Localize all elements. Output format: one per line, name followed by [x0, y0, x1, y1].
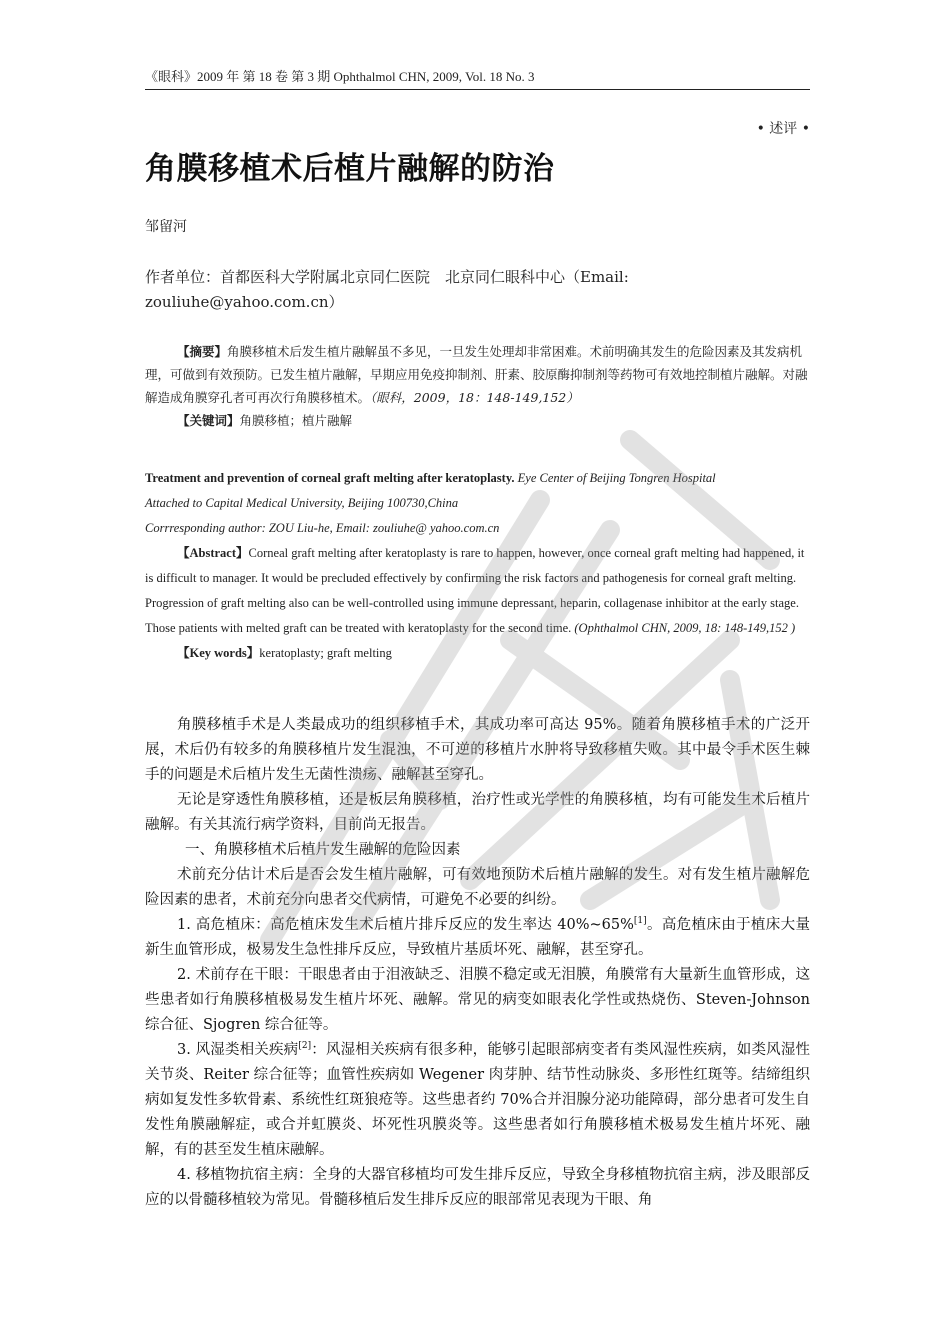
- list-item-3: [145, 1038, 810, 1163]
- list-item-4: 4. 移植物抗宿主病：全身的大器官移植均可发生排斥反应，导致全身移植物抗宿主病，涉及眼部反应的以骨髓移植较为常见。骨髓移植后发生排斥反应的眼部常见表现为干眼、角: [145, 1167, 810, 1208]
- list-item-2: 2. 术前存在干眼：干眼患者由于泪液缺乏、泪膜不稳定或无泪膜，角膜常有大量新生血管形成，这些患者如行角膜移植极易发生植片坏死、融解。常见的病变如眼表化学性或热烧伤、Steven-Johnson 综合征、Sjogren 综合征等。: [145, 967, 810, 1033]
- english-abstract: [145, 466, 810, 666]
- en-abstract-citation: (Ophthalmol CHN, 2009, 18: 148-149,152 ): [574, 621, 796, 635]
- cn-abstract-paragraph: [145, 340, 810, 409]
- en-keywords-label: 【Key words】: [177, 646, 260, 660]
- en-corresponding: Corrresponding author: ZOU Liu-he, Email: zouliuhe@ yahoo.com.cn: [145, 521, 500, 535]
- en-abstract-text: Corneal graft melting after keratoplasty is rare to happen, however, once corneal graft melting had happened, it is difficult to manager. It would be precluded effectively by confirming the risk factors and pathogenesis for corneal graft melting. Progression of graft melting also can be well-controlled using immune depressant, heparin, collagenase inhibitor at the early stage. Those patients with melted graft can be treated with keratoplasty for the second time.: [145, 546, 805, 635]
- body-paragraph-1: 角膜移植手术是人类最成功的组织移植手术，其成功率可高达 95%。随着角膜移植手术的广泛开展，术后仍有较多的角膜移植片发生混浊，不可逆的移植片水肿将导致移植失败。其中最令手术医生棘手的问题是术后植片发生无菌性溃疡、融解甚至穿孔。: [145, 717, 810, 783]
- reference-1: [1]: [633, 916, 647, 927]
- list-item-1: [145, 913, 810, 963]
- cn-keywords-text: 角膜移植；植片融解: [239, 413, 353, 428]
- en-keywords: [145, 641, 810, 666]
- author: 邹留河: [145, 219, 187, 235]
- en-keywords-text: keratoplasty; graft melting: [259, 646, 392, 660]
- section-heading-1: 一、角膜移植术后植片发生融解的危险因素: [185, 842, 461, 858]
- list-item-3-text-b: ：风湿相关疾病有很多种，能够引起眼部病变者有类风湿性疾病，如类风湿性关节炎、Reiter 综合征等；血管性疾病如 Wegener 肉芽肿、结节性动脉炎、多形性红斑等。结缔组织病如复发性多软骨素、系统性红斑狼疮等。这些患者约 70%合并泪腺分泌功能障碍，部分患者可发生自发性角膜融解症，或合并虹膜炎、坏死性巩膜炎等。这些患者如行角膜移植术极易发生植片坏死、融解，有的甚至发生植床融解。: [145, 1042, 810, 1158]
- list-item-3-text-a: 3. 风湿类相关疾病: [177, 1042, 299, 1058]
- list-item-1-text-b: 。高危植床由于植床大量新生血管形成，极易发生急性排斥反应，导致植片基质坏死、融解，甚至穿孔。: [145, 917, 810, 958]
- cn-abstract-citation: （眼科，2009，18：148-149,152）: [370, 390, 579, 405]
- column-label: • 述评 •: [756, 121, 810, 137]
- running-head: 《眼科》2009 年 第 18 卷 第 3 期 Ophthalmol CHN, 2009, Vol. 18 No. 3: [145, 69, 535, 84]
- en-abstract-label: 【Abstract】: [177, 546, 249, 560]
- en-title: Treatment and prevention of corneal graft melting after keratoplasty.: [145, 471, 515, 485]
- cn-abstract-label: 【摘要】: [177, 344, 228, 359]
- chinese-abstract: [145, 340, 810, 432]
- affiliation: 作者单位：首都医科大学附属北京同仁医院 北京同仁眼科中心（Email: zouliuhe@yahoo.com.cn）: [145, 268, 629, 311]
- en-abstract-paragraph: [145, 541, 810, 641]
- cn-keywords-label: 【关键词】: [177, 413, 240, 428]
- header-rule: [145, 89, 810, 90]
- reference-2: [2]: [298, 1041, 312, 1052]
- body-paragraph-2: 无论是穿透性角膜移植，还是板层角膜移植，治疗性或光学性的角膜移植，均有可能发生术后植片融解。有关其流行病学资料，目前尚无报告。: [145, 792, 810, 833]
- cn-abstract-text: 角膜移植术后发生植片融解虽不多见，一旦发生处理却非常困难。术前明确其发生的危险因素及其发病机理，可做到有效预防。已发生植片融解，早期应用免疫抑制剂、肝素、胶原酶抑制剂等药物可有效地控制植片融解。对融解造成角膜穿孔者可再次行角膜移植术。: [145, 344, 808, 405]
- body-text: [145, 713, 810, 1213]
- article-title: 角膜移植术后植片融解的防治: [145, 151, 555, 187]
- en-institution-2: Attached to Capital Medical University, Beijing 100730,China: [145, 496, 459, 510]
- en-institution-1: Eye Center of Beijing Tongren Hospital: [514, 471, 716, 485]
- list-item-1-text-a: 1. 高危植床：高危植床发生术后植片排斥反应的发生率达 40%~65%: [177, 917, 634, 933]
- cn-keywords: [145, 409, 810, 432]
- en-title-line: [145, 466, 810, 491]
- body-paragraph-3: 术前充分估计术后是否会发生植片融解，可有效地预防术后植片融解的发生。对有发生植片融解危险因素的患者，术前充分向患者交代病情，可避免不必要的纠纷。: [145, 867, 810, 908]
